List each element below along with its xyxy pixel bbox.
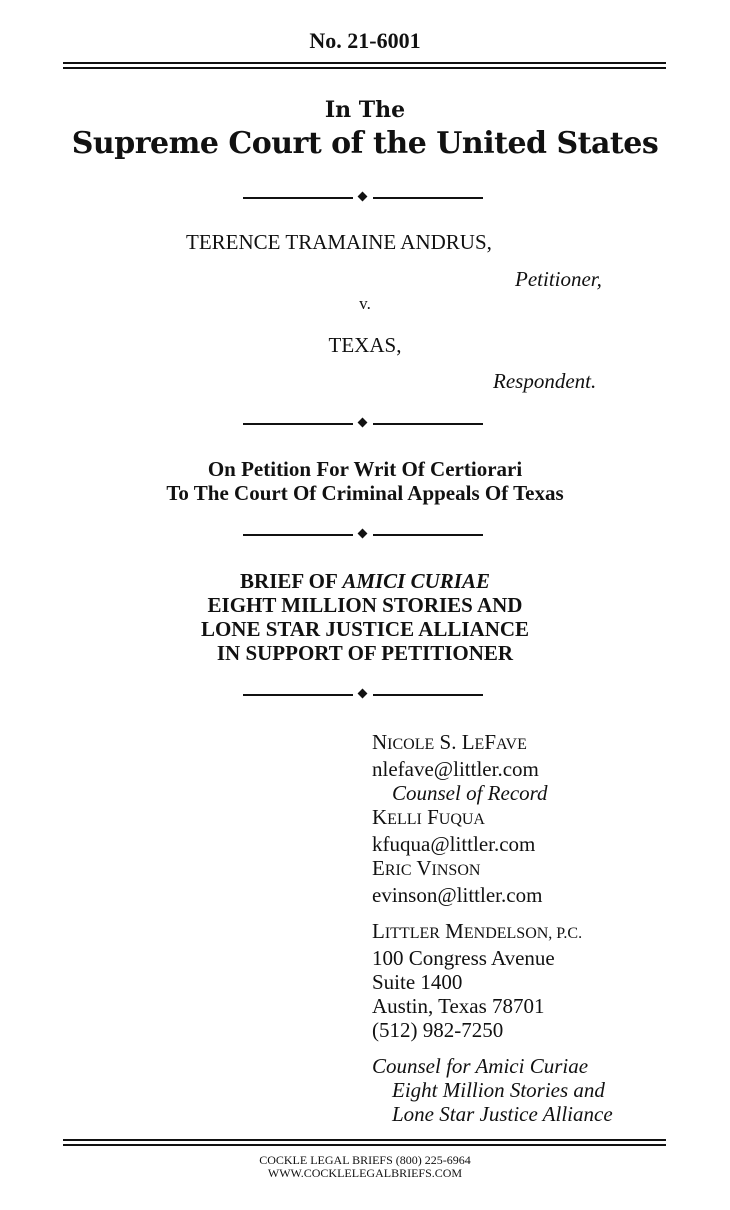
counsel-for-line: Eight Million Stories and — [392, 1078, 605, 1102]
top-double-rule — [63, 62, 666, 69]
firm-phone: (512) 982-7250 — [372, 1018, 504, 1042]
brief-title-prefix: BRIEF OF — [240, 569, 343, 593]
counsel-of-record: Counsel of Record — [392, 781, 548, 805]
attorney-email: nlefave@littler.com — [372, 757, 539, 781]
brief-title-line2: EIGHT MILLION STORIES AND — [207, 593, 523, 617]
footer-line1: COCKLE LEGAL BRIEFS (800) 225-6964 — [259, 1153, 471, 1167]
versus: v. — [359, 294, 371, 313]
attorney-name: NICOLE S. LEFAVE — [372, 730, 527, 754]
firm-address: Austin, Texas 78701 — [372, 994, 545, 1018]
ornament-divider — [243, 529, 483, 541]
ornament-divider — [243, 418, 483, 430]
docket-number: No. 21-6001 — [309, 28, 421, 53]
ornament-divider — [243, 689, 483, 701]
firm-name: LITTLER MENDELSON, P.C. — [372, 919, 583, 943]
counsel-for-line: Lone Star Justice Alliance — [392, 1102, 613, 1126]
footer-line2: WWW.COCKLELEGALBRIEFS.COM — [267, 1166, 463, 1180]
brief-title-line4: IN SUPPORT OF PETITIONER — [216, 641, 514, 665]
firm-address: Suite 1400 — [372, 970, 463, 994]
counsel-block — [372, 730, 613, 1126]
bottom-double-rule — [63, 1139, 666, 1146]
respondent-role: Respondent. — [493, 369, 597, 393]
counsel-for-line: Counsel for Amici Curiae — [372, 1054, 589, 1078]
ornament-divider — [243, 192, 483, 204]
court-heading-line2: Supreme Court of the United States — [71, 126, 659, 161]
court-heading-line1: In The — [324, 97, 406, 123]
attorney-email: evinson@littler.com — [372, 883, 543, 907]
petitioner-name: TERENCE TRAMAINE ANDRUS, — [186, 230, 492, 254]
petition-line2: To The Court Of Criminal Appeals Of Texas — [166, 481, 564, 505]
brief-title-line3: LONE STAR JUSTICE ALLIANCE — [200, 617, 530, 641]
attorney-email: kfuqua@littler.com — [372, 832, 536, 856]
attorney-name: KELLI FUQUA — [372, 805, 485, 829]
firm-address: 100 Congress Avenue — [372, 946, 555, 970]
brief-title-italic: AMICI CURIAE — [342, 569, 490, 593]
brief-title-line1 — [0, 569, 730, 594]
petitioner-role: Petitioner, — [515, 267, 602, 291]
attorney-name: ERIC VINSON — [372, 856, 481, 880]
petition-line1: On Petition For Writ Of Certiorari — [207, 457, 523, 481]
respondent-name: TEXAS, — [328, 333, 402, 357]
